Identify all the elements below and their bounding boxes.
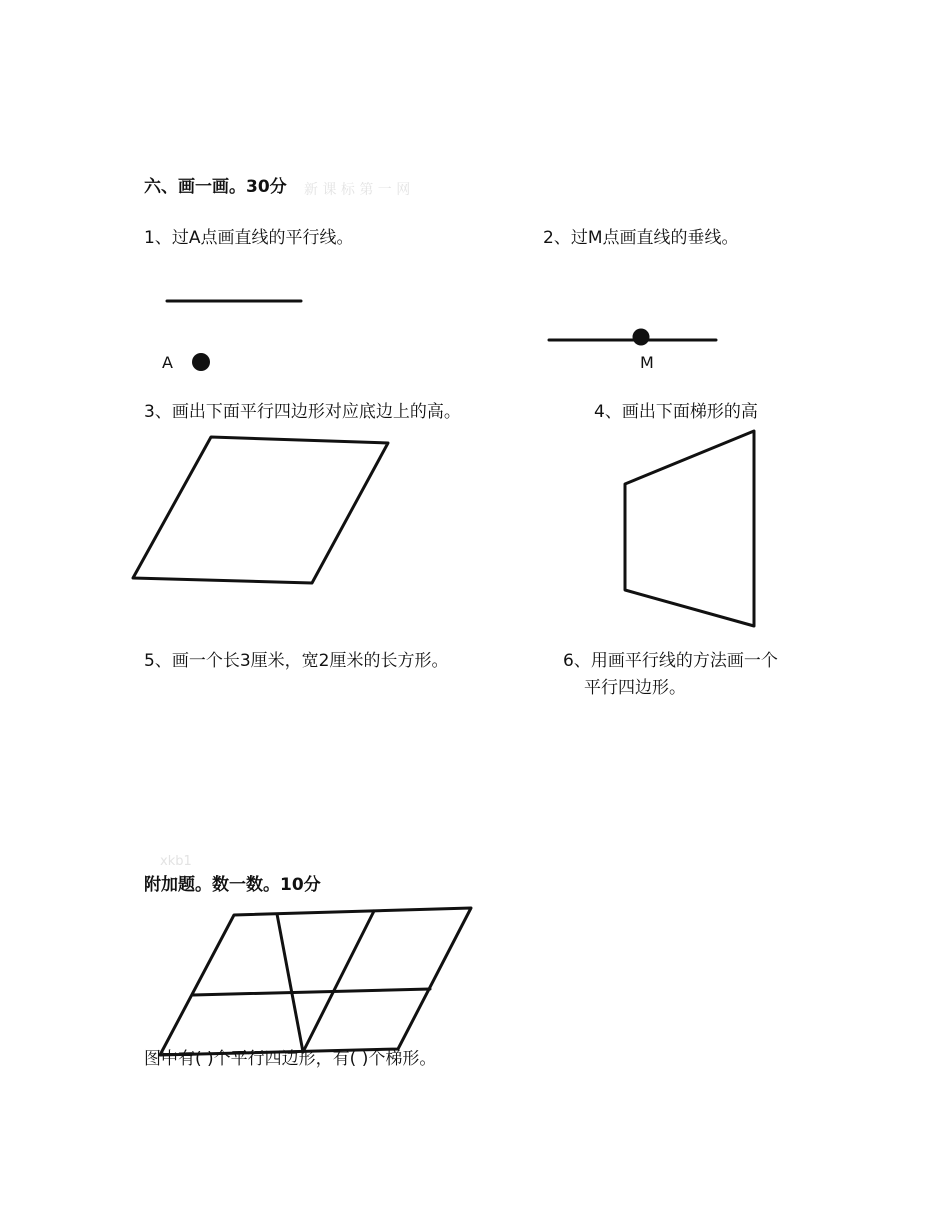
point-a-dot	[192, 353, 210, 371]
bonus-title: 附加题。数一数。10分	[144, 875, 321, 895]
question-2-text: 2、过M点画直线的垂线。	[543, 228, 739, 248]
question-4-text: 4、画出下面梯形的高	[594, 402, 758, 422]
section-title: 六、画一画。30分	[144, 177, 287, 197]
bonus-slanted-divider-right	[303, 911, 374, 1052]
bonus-horizontal-divider	[193, 989, 430, 995]
bonus-slanted-divider-left	[277, 914, 303, 1052]
point-m-label: M	[640, 353, 654, 372]
stray-mark: xkb1	[160, 854, 192, 869]
question-5-text: 5、画一个长3厘米，宽2厘米的长方形。	[144, 651, 449, 671]
point-a-label: A	[162, 353, 173, 372]
question-3-text: 3、画出下面平行四边形对应底边上的高。	[144, 402, 461, 422]
q4-trapezoid	[625, 431, 754, 626]
bonus-answer-line: 图中有( )个平行四边形，有( )个梯形。	[144, 1049, 437, 1069]
question-6-text-line2: 平行四边形。	[584, 678, 686, 698]
watermark-text: 新 课 标 第 一 网	[304, 182, 411, 198]
question-1-text: 1、过A点画直线的平行线。	[144, 228, 354, 248]
question-6-text-line1: 6、用画平行线的方法画一个	[563, 651, 778, 671]
bonus-outer-parallelogram	[160, 908, 471, 1055]
q3-parallelogram	[133, 437, 388, 583]
point-m-dot	[633, 329, 650, 346]
